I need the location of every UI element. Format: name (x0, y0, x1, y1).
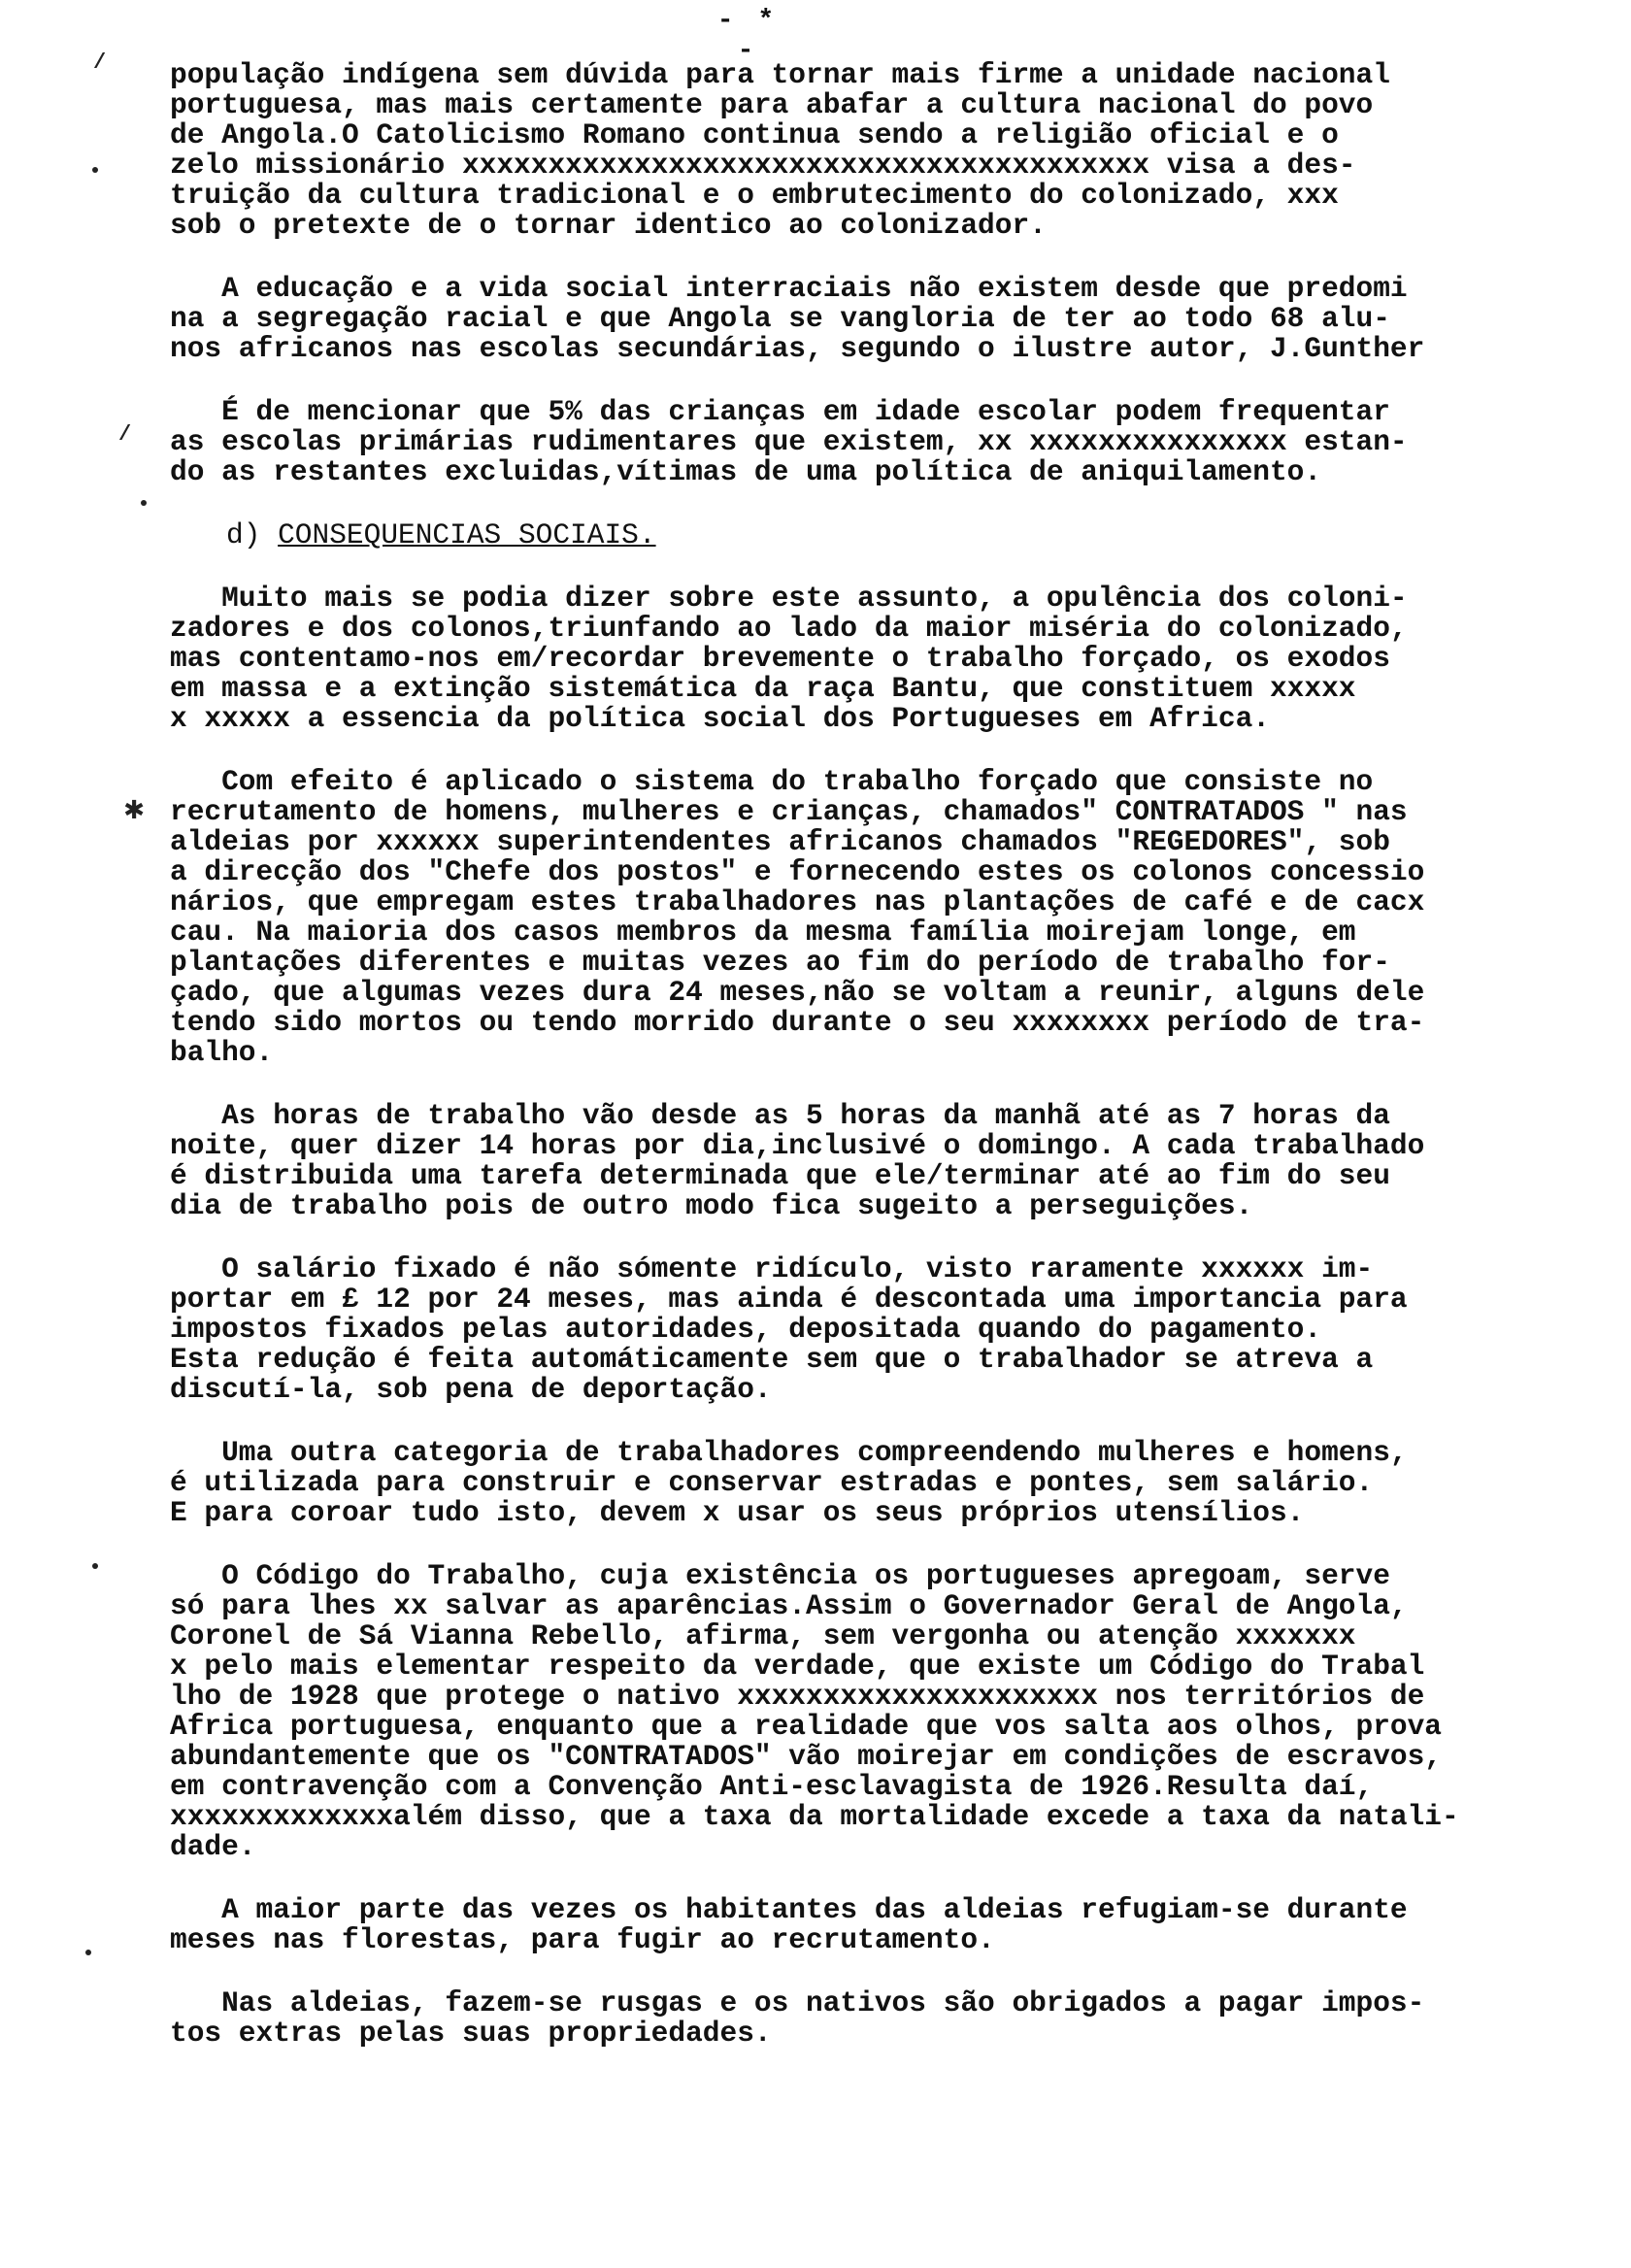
text-line: zelo missionário xxxxxxxxxxxxxxxxxxxxxxxxxxxxxxxxxxxxxxxx visa a des- (170, 149, 1356, 182)
text-line: sob o pretexte de o tornar identico ao colonizador. (170, 209, 1047, 242)
text-line: portar em £ 12 por 24 meses, mas ainda é descontada uma importancia para (170, 1283, 1408, 1316)
text-line: O Código do Trabalho, cuja existência os portugueses apregoam, serve (170, 1559, 1390, 1592)
paragraph (170, 274, 1558, 364)
text-line: Muito mais se podia dizer sobre este assunto, a opulência dos coloni- (170, 582, 1408, 615)
text-line: discutí-la, sob pena de deportação. (170, 1373, 772, 1406)
text-line: nos africanos nas escolas secundárias, segundo o ilustre autor, J.Gunther (170, 332, 1425, 365)
margin-dot-mark (92, 167, 98, 173)
text-line: na a segregação racial e que Angola se vangloria de ter ao todo 68 alu- (170, 302, 1390, 335)
text-line: Africa portuguesa, enquanto que a realidade que vos salta aos olhos, prova (170, 1710, 1443, 1743)
paragraph (170, 1254, 1558, 1405)
text-line: em contravenção com a Convenção Anti-esclavagista de 1926.Resulta daí, (170, 1770, 1374, 1803)
paragraph (170, 1101, 1558, 1221)
text-line: xxxxxxxxxxxxxalém disso, que a taxa da mortalidade excede a taxa da natali- (170, 1800, 1459, 1833)
text-line: recrutamento de homens, mulheres e crianças, chamados" CONTRATADOS " nas (170, 795, 1408, 828)
body-text (170, 60, 1558, 2082)
text-line: é distribuida uma tarefa determinada que ele/terminar até ao fim do seu (170, 1159, 1390, 1192)
text-line: em massa e a extinção sistemática da raça Bantu, que constituem xxxxx (170, 672, 1356, 705)
text-line: Esta redução é feita automáticamente sem que o trabalhador se atreva a (170, 1343, 1374, 1376)
paragraph (170, 1438, 1558, 1528)
text-line: Uma outra categoria de trabalhadores compreendendo mulheres e homens, (170, 1436, 1408, 1469)
paragraph (170, 584, 1558, 734)
page-number: - * - (716, 6, 779, 66)
text-line: meses nas florestas, para fugir ao recrutamento. (170, 1923, 995, 1956)
text-line: balho. (170, 1036, 274, 1069)
text-line: do as restantes excluidas,vítimas de uma política de aniquilamento. (170, 455, 1322, 488)
text-line: abundantemente que os "CONTRATADOS" vão moirejar em condições de escravos, (170, 1740, 1443, 1773)
section-heading (226, 520, 1558, 550)
text-line: a direcção dos "Chefe dos postos" e fornecendo estes os colonos concessio (170, 855, 1425, 888)
section-heading-prefix: d) (226, 518, 279, 551)
paragraph (170, 60, 1558, 241)
text-line: zadores e dos colonos,triunfando ao lado da maior miséria do colonizado, (170, 612, 1408, 645)
text-line: E para coroar tudo isto, devem x usar os seus próprios utensílios. (170, 1496, 1305, 1529)
text-line: x pelo mais elementar respeito da verdade, que existe um Código do Trabal (170, 1650, 1425, 1683)
margin-star-mark: ✱ (124, 792, 145, 829)
text-line: impostos fixados pelas autoridades, depositada quando do pagamento. (170, 1313, 1322, 1346)
text-line: Com efeito é aplicado o sistema do trabalho forçado que consiste no (170, 765, 1374, 798)
text-line: as escolas primárias rudimentares que existem, xx xxxxxxxxxxxxxxx estan- (170, 425, 1408, 458)
text-line: dia de trabalho pois de outro modo fica sugeito a perseguições. (170, 1189, 1253, 1222)
margin-tick-mark: / (118, 422, 132, 447)
text-line: aldeias por xxxxxx superintendentes africanos chamados "REGEDORES", sob (170, 825, 1390, 858)
margin-dot-mark (92, 1563, 98, 1569)
paragraph (170, 1895, 1558, 1955)
text-line: x xxxxx a essencia da política social dos Portugueses em Africa. (170, 702, 1270, 735)
text-line: mas contentamo-nos em/recordar brevemente o trabalho forçado, os exodos (170, 642, 1390, 675)
text-line: portuguesa, mas mais certamente para abafar a cultura nacional do povo (170, 88, 1374, 121)
margin-dot-mark (85, 1950, 91, 1955)
text-line: truição da cultura tradicional e o embrutecimento do colonizado, xxx (170, 179, 1339, 212)
text-line: É de mencionar que 5% das crianças em idade escolar podem frequentar (170, 395, 1390, 428)
text-line: tendo sido mortos ou tendo morrido durante o seu xxxxxxxx período de tra- (170, 1006, 1425, 1039)
text-line: dade. (170, 1830, 256, 1863)
text-line: população indígena sem dúvida para tornar mais firme a unidade nacional (170, 58, 1390, 91)
text-line: tos extras pelas suas propriedades. (170, 2017, 772, 2050)
text-line: As horas de trabalho vão desde as 5 horas da manhã até as 7 horas da (170, 1099, 1390, 1132)
text-line: Coronel de Sá Vianna Rebello, afirma, sem vergonha ou atenção xxxxxxx (170, 1619, 1356, 1652)
text-line: é utilizada para construir e conservar estradas e pontes, sem salário. (170, 1466, 1374, 1499)
section-heading-title: CONSEQUENCIAS SOCIAIS. (278, 518, 656, 551)
text-line: plantações diferentes e muitas vezes ao fim do período de trabalho for- (170, 946, 1390, 979)
text-line: lho de 1928 que protege o nativo xxxxxxxxxxxxxxxxxxxxx nos territórios de (170, 1680, 1425, 1713)
text-line: nários, que empregam estes trabalhadores nas plantações de café e de cacx (170, 885, 1425, 918)
paragraph (170, 1988, 1558, 2049)
text-line: de Angola.O Catolicismo Romano continua sendo a religião oficial e o (170, 118, 1339, 151)
paragraph (170, 1561, 1558, 1862)
margin-tick-mark: / (93, 50, 107, 75)
text-line: só para lhes xx salvar as aparências.Assim o Governador Geral de Angola, (170, 1589, 1408, 1622)
text-line: Nas aldeias, fazem-se rusgas e os nativos são obrigados a pagar impos- (170, 1986, 1425, 2019)
text-line: çado, que algumas vezes dura 24 meses,não se voltam a reunir, alguns dele (170, 976, 1425, 1009)
text-line: A maior parte das vezes os habitantes das aldeias refugiam-se durante (170, 1893, 1408, 1926)
paragraph (170, 397, 1558, 487)
text-line: cau. Na maioria dos casos membros da mesma família moirejam longe, em (170, 916, 1356, 949)
paragraph (170, 767, 1558, 1068)
text-line: A educação e a vida social interraciais não existem desde que predomi (170, 272, 1408, 305)
text-line: noite, quer dizer 14 horas por dia,inclusivé o domingo. A cada trabalhado (170, 1129, 1425, 1162)
text-line: O salário fixado é não sómente ridículo, visto raramente xxxxxx im- (170, 1252, 1374, 1285)
margin-dot-mark (141, 500, 147, 506)
